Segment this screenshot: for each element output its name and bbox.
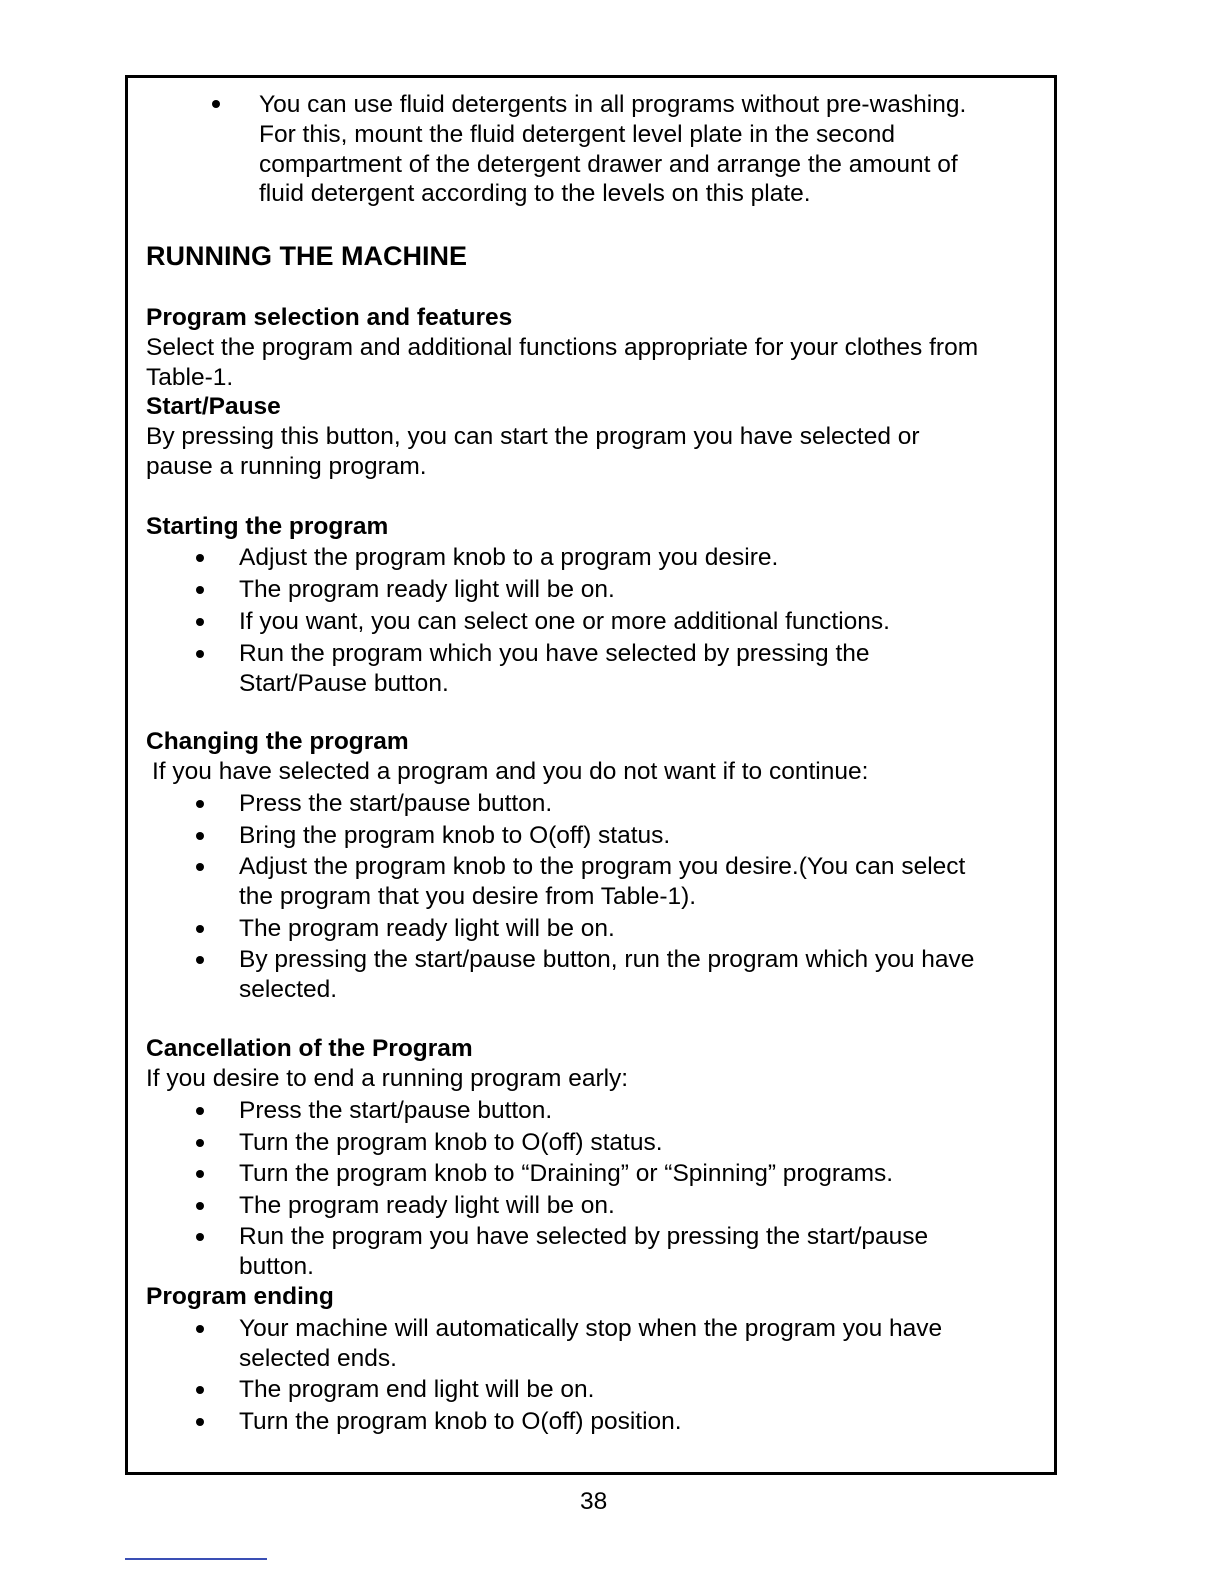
bullet-icon xyxy=(196,618,204,626)
bullet-icon xyxy=(196,956,204,964)
bullet-icon xyxy=(196,1386,204,1394)
bullet-icon xyxy=(196,554,204,562)
list-item-line: the program that you desire from Table-1). xyxy=(239,883,697,910)
bullet-icon xyxy=(196,1418,204,1426)
bullet-icon xyxy=(196,925,204,933)
bullet-icon xyxy=(196,800,204,808)
list-item-line: Turn the program knob to O(off) status. xyxy=(239,1129,663,1156)
section-heading: RUNNING THE MACHINE xyxy=(146,241,467,271)
bullet-icon xyxy=(196,1107,204,1115)
subheading: Start/Pause xyxy=(146,393,281,420)
list-item-line: The program ready light will be on. xyxy=(239,1192,615,1219)
list-item-line: Press the start/pause button. xyxy=(239,1097,553,1124)
bullet-icon xyxy=(196,832,204,840)
subheading: Cancellation of the Program xyxy=(146,1035,473,1062)
body-line: If you desire to end a running program early: xyxy=(146,1065,629,1092)
subheading: Program ending xyxy=(146,1283,334,1310)
list-item-line: selected. xyxy=(239,976,338,1003)
list-item-line: Press the start/pause button. xyxy=(239,790,553,817)
bullet-icon xyxy=(196,1202,204,1210)
list-item-line: Start/Pause button. xyxy=(239,670,449,697)
list-item-line: Your machine will automatically stop when the program you have xyxy=(239,1315,943,1342)
body-line: By pressing this button, you can start the program you have selected or xyxy=(146,423,920,450)
body-line: pause a running program. xyxy=(146,453,427,480)
list-item-line: Run the program which you have selected by pressing the xyxy=(239,640,870,667)
body-line: Select the program and additional functions appropriate for your clothes from xyxy=(146,334,979,361)
intro-line: For this, mount the fluid detergent level plate in the second xyxy=(259,121,896,148)
bullet-icon xyxy=(196,1233,204,1241)
list-item-line: By pressing the start/pause button, run the program which you have xyxy=(239,946,975,973)
list-item-line: Bring the program knob to O(off) status. xyxy=(239,822,671,849)
bullet-icon xyxy=(196,1325,204,1333)
body-line: If you have selected a program and you do not want if to continue: xyxy=(152,758,869,785)
page-number: 38 xyxy=(580,1488,608,1515)
subheading: Changing the program xyxy=(146,728,409,755)
list-item-line: button. xyxy=(239,1253,314,1280)
list-item-line: Run the program you have selected by pressing the start/pause xyxy=(239,1223,929,1250)
list-item-line: Turn the program knob to “Draining” or “Spinning” programs. xyxy=(239,1160,894,1187)
list-item-line: Turn the program knob to O(off) position. xyxy=(239,1408,682,1435)
subheading: Starting the program xyxy=(146,513,389,540)
list-item-line: Adjust the program knob to a program you desire. xyxy=(239,544,779,571)
body-line: Table-1. xyxy=(146,364,234,391)
list-item-line: Adjust the program knob to the program you desire.(You can select xyxy=(239,853,966,880)
bullet-icon xyxy=(196,863,204,871)
intro-line: compartment of the detergent drawer and arrange the amount of xyxy=(259,151,958,178)
list-item-line: The program end light will be on. xyxy=(239,1376,595,1403)
list-item-line: The program ready light will be on. xyxy=(239,915,615,942)
subheading: Program selection and features xyxy=(146,304,513,331)
bullet-icon xyxy=(212,100,220,108)
bullet-icon xyxy=(196,586,204,594)
intro-line: fluid detergent according to the levels on this plate. xyxy=(259,180,811,207)
list-item-line: selected ends. xyxy=(239,1345,397,1372)
bullet-icon xyxy=(196,650,204,658)
footnote-rule xyxy=(125,1558,267,1560)
bullet-icon xyxy=(196,1170,204,1178)
intro-line: You can use fluid detergents in all programs without pre-washing. xyxy=(259,91,967,118)
list-item-line: The program ready light will be on. xyxy=(239,576,615,603)
bullet-icon xyxy=(196,1139,204,1147)
list-item-line: If you want, you can select one or more additional functions. xyxy=(239,608,890,635)
